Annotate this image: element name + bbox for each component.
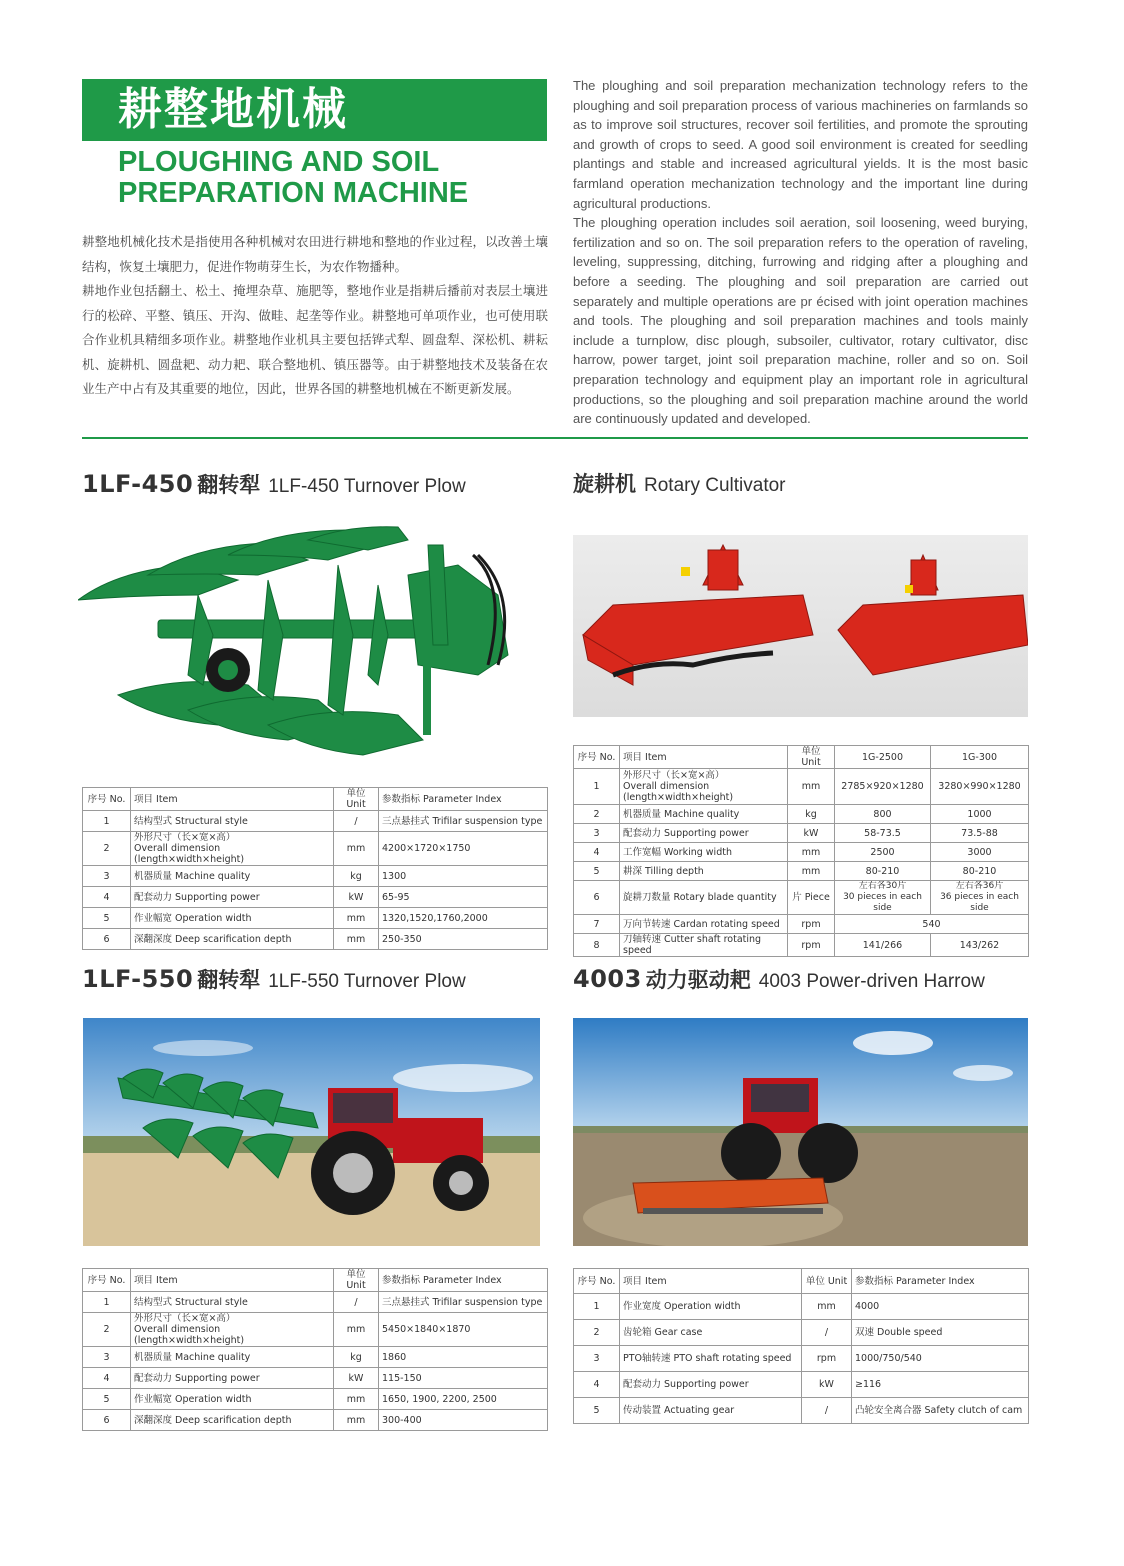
cell-value-2: 143/262 (931, 934, 1029, 957)
table-row (574, 915, 1029, 934)
cell-value-2-cn: 左右各36片 (955, 881, 1004, 891)
cell-item: 齿轮箱 Gear case (620, 1320, 802, 1346)
cell-item: 刀轴转速 Cutter shaft rotating speed (620, 934, 788, 957)
cell-no: 1 (83, 1292, 131, 1313)
cell-no: 8 (574, 934, 620, 957)
table-row (83, 866, 548, 887)
cell-item-en: Overall dimension (length×width×height) (134, 1324, 245, 1346)
table-row (574, 934, 1029, 957)
cell-no: 5 (574, 1398, 620, 1424)
cell-item-cn: 外形尺寸（长×宽×高） (134, 832, 236, 843)
cell-value-1: 2500 (835, 843, 931, 862)
plow450-model: 1LF-450 (82, 470, 194, 498)
page-title-en (118, 147, 468, 209)
header-item: 项目 Item (620, 1269, 802, 1294)
cell-value: 65-95 (379, 887, 548, 908)
cell-item-en: Overall dimension (length×width×height) (134, 843, 245, 865)
cell-value: ≥116 (852, 1372, 1029, 1398)
cell-value-2: 1000 (931, 805, 1029, 824)
cell-value: 5450×1840×1870 (379, 1313, 548, 1347)
intro-cn (82, 230, 548, 402)
cell-item: 作业幅宽 Operation width (131, 1389, 334, 1410)
table-row (83, 1347, 548, 1368)
plow550-en: 1LF-550 Turnover Plow (268, 971, 466, 992)
header-param: 参数指标 Parameter Index (379, 1269, 548, 1292)
cell-value: 1000/750/540 (852, 1346, 1029, 1372)
header-unit: 单位 Unit (334, 788, 379, 811)
table-row (83, 811, 548, 832)
cell-unit: mm (334, 832, 379, 866)
table-row (574, 1294, 1029, 1320)
cell-value: 1860 (379, 1347, 548, 1368)
cell-item: 作业幅宽 Operation width (131, 908, 334, 929)
cell-no: 1 (574, 1294, 620, 1320)
rotary-cn: 旋耕机 (573, 472, 636, 496)
cell-value: 115-150 (379, 1368, 548, 1389)
cell-item: 机器质量 Machine quality (620, 805, 788, 824)
cell-item: 作业宽度 Operation width (620, 1294, 802, 1320)
cell-item: 机器质量 Machine quality (131, 866, 334, 887)
cell-value: 1320,1520,1760,2000 (379, 908, 548, 929)
harrow-title (573, 965, 985, 996)
cell-item: 深翻深度 Deep scarification depth (131, 1410, 334, 1431)
cell-unit: / (802, 1398, 852, 1424)
cell-no: 2 (83, 1313, 131, 1347)
rotary-image (573, 535, 1028, 717)
cell-item: 配套动力 Supporting power (620, 824, 788, 843)
plow450-title (82, 470, 466, 501)
cell-value-2: 80-210 (931, 862, 1029, 881)
cell-item (131, 1313, 334, 1347)
page-title-en-line1: PLOUGHING AND SOIL (118, 146, 440, 178)
header-unit: 单位 Unit (788, 746, 835, 769)
cell-value: 三点悬挂式 Trifilar suspension type (379, 811, 548, 832)
cell-value-2: 3000 (931, 843, 1029, 862)
cell-no: 3 (574, 824, 620, 843)
cell-value-1: 800 (835, 805, 931, 824)
cell-no: 6 (83, 1410, 131, 1431)
table-row (83, 887, 548, 908)
plow450-cn: 翻转犁 (197, 473, 261, 497)
table-row (574, 805, 1029, 824)
cell-no: 2 (83, 832, 131, 866)
cell-item: 旋耕刀数量 Rotary blade quantity (620, 881, 788, 915)
header-item: 项目 Item (620, 746, 788, 769)
cell-value-1 (835, 881, 931, 915)
cell-no: 5 (83, 1389, 131, 1410)
cell-item-cn: 外形尺寸（长×宽×高） (134, 1313, 236, 1324)
cell-value: 1650, 1900, 2200, 2500 (379, 1389, 548, 1410)
table-header-row (574, 1269, 1029, 1294)
cell-value-1: 80-210 (835, 862, 931, 881)
cell-unit: kW (788, 824, 835, 843)
cell-item: 机器质量 Machine quality (131, 1347, 334, 1368)
header-unit: 单位 Unit (802, 1269, 852, 1294)
harrow-cn: 动力驱动耙 (645, 968, 751, 992)
cell-unit: rpm (788, 934, 835, 957)
cell-no: 4 (574, 1372, 620, 1398)
table-row (574, 1398, 1029, 1424)
table-row (83, 832, 548, 866)
harrow-image (573, 1018, 1028, 1246)
cell-unit: mm (334, 1389, 379, 1410)
cell-no: 1 (574, 769, 620, 805)
cell-no: 3 (83, 1347, 131, 1368)
plow450-spec-table (82, 787, 548, 950)
cell-value-2-en: 36 pieces in each side (940, 892, 1019, 913)
cell-unit: 片 Piece (788, 881, 835, 915)
table-row (83, 908, 548, 929)
table-row (574, 1320, 1029, 1346)
cell-item: 结构型式 Structural style (131, 1292, 334, 1313)
harrow-spec-table (573, 1268, 1029, 1424)
cell-item: 配套动力 Supporting power (620, 1372, 802, 1398)
table-row (574, 1346, 1029, 1372)
cell-unit: mm (334, 929, 379, 950)
intro-en-paragraph: The ploughing and soil preparation mechanization technology refers to the ploughing and soil preparation process of various machineries on farmlands so as to improve soil structures, recover soil fertilities, and promote the sprouting and growth of crops to seed. A good soil environment is created for seedling plantings and stable and increased agricultural yields. It is the most basic farmland operation mechanization technology and the important line during agricultural productions. (573, 78, 1028, 211)
table-row (83, 1389, 548, 1410)
cell-no: 5 (574, 862, 620, 881)
table-row (574, 862, 1029, 881)
cell-value-1-en: 30 pieces in each side (843, 892, 922, 913)
intro-cn-paragraph: 耕地作业包括翻土、松土、掩埋杂草、施肥等，整地作业是指耕后播前对表层土壤进行的松碎、平整、镇压、开沟、做畦、起垄等作业。耕整地可单项作业，也可使用联合作业机具精细多项作业。耕整地作业机具主要包括铧式犁、圆盘犁、深松机、耕耘机、旋耕机、圆盘耙、动力耙、联合整地机、镇压器等。由于耕整地技术及装备在农业生产中占有及其重要的地位，因此，世界各国的耕整地机械在不断更新发展。 (82, 283, 548, 396)
cell-no: 4 (574, 843, 620, 862)
plow450-en: 1LF-450 Turnover Plow (268, 476, 466, 497)
cell-unit: kg (334, 1347, 379, 1368)
plow550-cn: 翻转犁 (197, 968, 261, 992)
table-row (83, 1410, 548, 1431)
cell-unit: kW (334, 887, 379, 908)
cell-no: 5 (83, 908, 131, 929)
cell-value: 300-400 (379, 1410, 548, 1431)
table-header-row (83, 788, 548, 811)
page-title-cn: 耕整地机械 (118, 84, 348, 135)
cell-value-2 (931, 881, 1029, 915)
table-header-row (83, 1269, 548, 1292)
cell-no: 4 (83, 887, 131, 908)
section-divider (82, 437, 1028, 439)
table-header-row (574, 746, 1029, 769)
cell-value-2: 3280×990×1280 (931, 769, 1029, 805)
harrow-en: 4003 Power-driven Harrow (758, 971, 985, 992)
cell-item: 配套动力 Supporting power (131, 1368, 334, 1389)
plow550-title (82, 965, 466, 996)
cell-unit: kW (802, 1372, 852, 1398)
cell-item-cn: 外形尺寸（长×宽×高） (623, 770, 725, 781)
header-model-1g300: 1G-300 (931, 746, 1029, 769)
cell-value: 三点悬挂式 Trifilar suspension type (379, 1292, 548, 1313)
table-row (574, 769, 1029, 805)
cell-value: 4000 (852, 1294, 1029, 1320)
cell-item-en: Overall dimension (623, 781, 710, 792)
cell-no: 6 (83, 929, 131, 950)
cell-item: 配套动力 Supporting power (131, 887, 334, 908)
cell-value-1: 58-73.5 (835, 824, 931, 843)
cell-unit: / (334, 1292, 379, 1313)
cell-unit: mm (802, 1294, 852, 1320)
table-row (83, 1292, 548, 1313)
cell-no: 6 (574, 881, 620, 915)
cell-unit: mm (334, 908, 379, 929)
cell-item-en2: (length×width×height) (623, 792, 734, 803)
cell-item: 工作宽幅 Working width (620, 843, 788, 862)
cell-no: 2 (574, 805, 620, 824)
cell-item (620, 769, 788, 805)
cell-unit: kW (334, 1368, 379, 1389)
cell-item: 传动装置 Actuating gear (620, 1398, 802, 1424)
cell-no: 1 (83, 811, 131, 832)
cell-value-1: 141/266 (835, 934, 931, 957)
cell-item: PTO轴转速 PTO shaft rotating speed (620, 1346, 802, 1372)
intro-cn-paragraph: 耕整地机械化技术是指使用各种机械对农田进行耕地和整地的作业过程，以改善土壤结构，恢复土壤肥力，促进作物萌芽生长，为农作物播种。 (82, 234, 548, 274)
cell-no: 2 (574, 1320, 620, 1346)
cell-unit: mm (788, 769, 835, 805)
cell-value-1-cn: 左右各30片 (858, 881, 907, 891)
cell-unit: / (802, 1320, 852, 1346)
header-no: 序号 No. (83, 788, 131, 811)
plow550-model: 1LF-550 (82, 965, 194, 993)
harrow-model: 4003 (573, 965, 642, 993)
cell-item: 耕深 Tilling depth (620, 862, 788, 881)
table-row (574, 824, 1029, 843)
cell-value: 4200×1720×1750 (379, 832, 548, 866)
table-row (83, 929, 548, 950)
header-param: 参数指标 Parameter Index (852, 1269, 1029, 1294)
plow550-spec-table (82, 1268, 548, 1431)
cell-unit: rpm (788, 915, 835, 934)
cell-value-1: 2785×920×1280 (835, 769, 931, 805)
table-row (83, 1313, 548, 1347)
header-no: 序号 No. (83, 1269, 131, 1292)
cell-value-2: 73.5-88 (931, 824, 1029, 843)
cell-no: 4 (83, 1368, 131, 1389)
cell-value: 1300 (379, 866, 548, 887)
header-model-1g2500: 1G-2500 (835, 746, 931, 769)
intro-en (573, 76, 1028, 429)
header-no: 序号 No. (574, 1269, 620, 1294)
page-title-en-line2: PREPARATION MACHINE (118, 177, 469, 209)
cell-unit: kg (788, 805, 835, 824)
cell-value: 250-350 (379, 929, 548, 950)
cell-no: 3 (83, 866, 131, 887)
plow450-image (78, 525, 518, 770)
cell-item: 万向节转速 Cardan rotating speed (620, 915, 788, 934)
cell-unit: mm (334, 1410, 379, 1431)
cell-unit: mm (334, 1313, 379, 1347)
rotary-en: Rotary Cultivator (644, 475, 786, 496)
intro-en-paragraph: The ploughing operation includes soil aeration, soil loosening, weed burying, fertilization and so on. The soil preparation refers to the operation of raveling, leveling, suppressing, ditching, furrowing and ridging after a ploughing and before a seeding. The ploughing and soil preparation are carried out separately and multiple operations are pr écised with joint operation machines and tools. The ploughing and soil preparation machines and tools mainly include a turnplow, disc plough, subsoiler, cultivator, rotary cultivator, disc harrow, power target, joint soil preparation machine, roller and so on. Soil preparation technology and equipment play an important role in agricultural productions, so the ploughing and soil preparation machine around the world are continuously updated and developed. (573, 215, 1028, 427)
plow550-image (83, 1018, 540, 1246)
rotary-spec-table (573, 745, 1029, 957)
cell-value-span: 540 (835, 915, 1029, 934)
cell-item: 结构型式 Structural style (131, 811, 334, 832)
header-item: 项目 Item (131, 788, 334, 811)
cell-unit: mm (788, 843, 835, 862)
header-no: 序号 No. (574, 746, 620, 769)
cell-unit: / (334, 811, 379, 832)
header-item: 项目 Item (131, 1269, 334, 1292)
cell-item: 深翻深度 Deep scarification depth (131, 929, 334, 950)
rotary-title (573, 470, 786, 500)
table-row (574, 843, 1029, 862)
table-row (574, 881, 1029, 915)
cell-unit: rpm (802, 1346, 852, 1372)
cell-no: 7 (574, 915, 620, 934)
header-unit: 单位 Unit (334, 1269, 379, 1292)
table-row (83, 1368, 548, 1389)
header-param: 参数指标 Parameter Index (379, 788, 548, 811)
cell-no: 3 (574, 1346, 620, 1372)
cell-item (131, 832, 334, 866)
cell-value: 双速 Double speed (852, 1320, 1029, 1346)
cell-unit: mm (788, 862, 835, 881)
cell-unit: kg (334, 866, 379, 887)
table-row (574, 1372, 1029, 1398)
cell-value: 凸轮安全离合器 Safety clutch of cam (852, 1398, 1029, 1424)
